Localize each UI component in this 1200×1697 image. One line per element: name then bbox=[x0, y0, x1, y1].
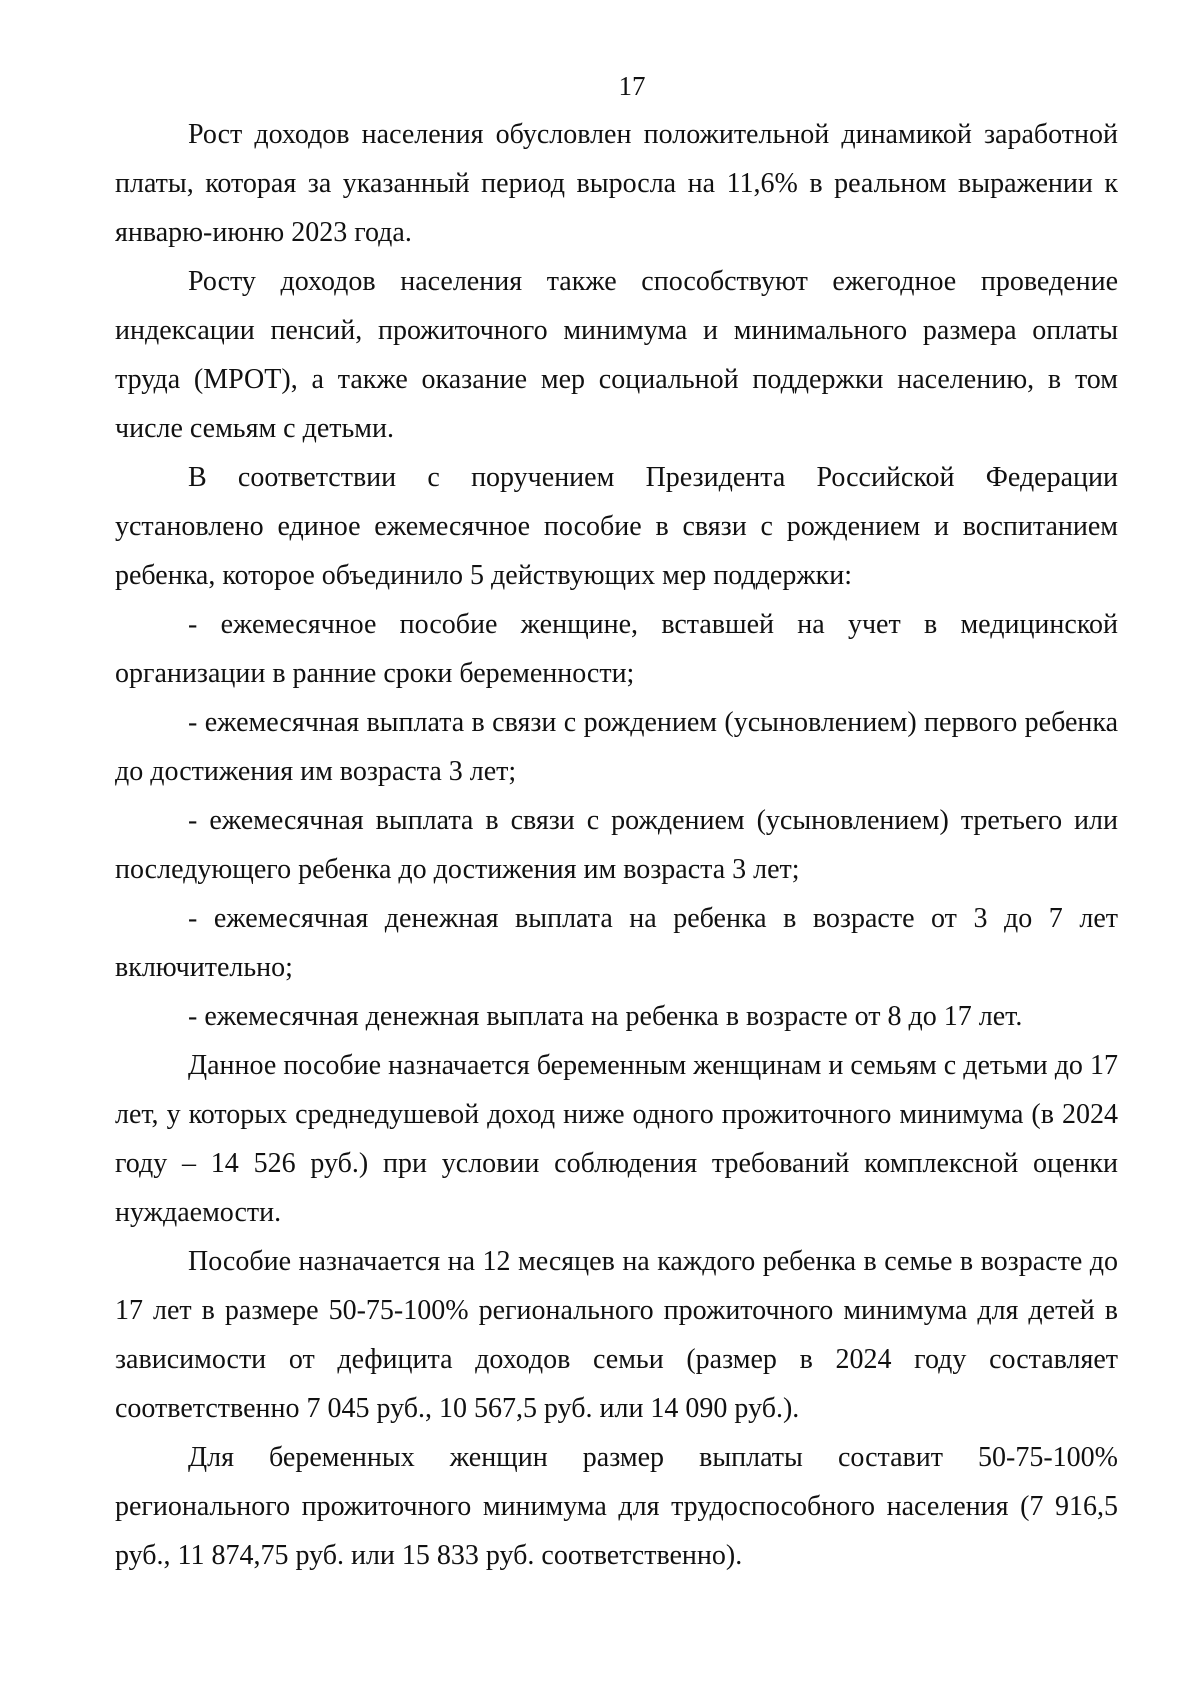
paragraph-income-growth: Рост доходов населения обусловлен положительной динамикой заработной платы, которая за указанный период выросла на 11,6% в реальном выражении к январю-июню 2023 года. bbox=[115, 119, 1118, 248]
page-number: 17 bbox=[618, 71, 646, 101]
list-item-third-child-payment: - ежемесячная выплата в связи с рождением (усыновлением) третьего или последующего ребенка до достижения им возраста 3 лет; bbox=[115, 805, 1118, 885]
list-item-age-8-17-payment: - ежемесячная денежная выплата на ребенка в возрасте от 8 до 17 лет. bbox=[188, 1001, 1023, 1032]
paragraph-unified-allowance: В соответствии с поручением Президента Российской Федерации установлено единое ежемесячное пособие в связи с рождением и воспитанием ребенка, которое объединило 5 действующих мер поддержки: bbox=[115, 462, 1118, 591]
list-item-first-child-payment: - ежемесячная выплата в связи с рождением (усыновлением) первого ребенка до достижения им возраста 3 лет; bbox=[115, 707, 1118, 787]
list-item-pregnancy-allowance: - ежемесячное пособие женщине, вставшей на учет в медицинской организации в ранние сроки беременности; bbox=[115, 609, 1118, 689]
paragraph-pregnant-amount: Для беременных женщин размер выплаты составит 50-75-100% регионального прожиточного минимума для трудоспособного населения (7 916,5 руб., 11 874,75 руб. или 15 833 руб. соответственно). bbox=[115, 1442, 1118, 1571]
paragraph-eligibility: Данное пособие назначается беременным женщинам и семьям с детьми до 17 лет, у которых среднедушевой доход ниже одного прожиточного минимума (в 2024 году – 14 526 руб.) при условии соблюдения требований комплексной оценки нуждаемости. bbox=[115, 1050, 1118, 1228]
list-item-age-3-7-payment: - ежемесячная денежная выплата на ребенка в возрасте от 3 до 7 лет включительно; bbox=[115, 903, 1118, 983]
paragraph-income-factors: Росту доходов населения также способствуют ежегодное проведение индексации пенсий, прожиточного минимума и минимального размера оплаты труда (МРОТ), а также оказание мер социальной поддержки населению, в том числе семьям с детьми. bbox=[115, 266, 1118, 444]
paragraph-allowance-amount: Пособие назначается на 12 месяцев на каждого ребенка в семье в возрасте до 17 лет в размере 50-75-100% регионального прожиточного минимума для детей в зависимости от дефицита доходов семьи (размер в 2024 году составляет соответственно 7 045 руб., 10 567,5 руб. или 14 090 руб.). bbox=[115, 1246, 1118, 1424]
document-body bbox=[115, 110, 1118, 1580]
